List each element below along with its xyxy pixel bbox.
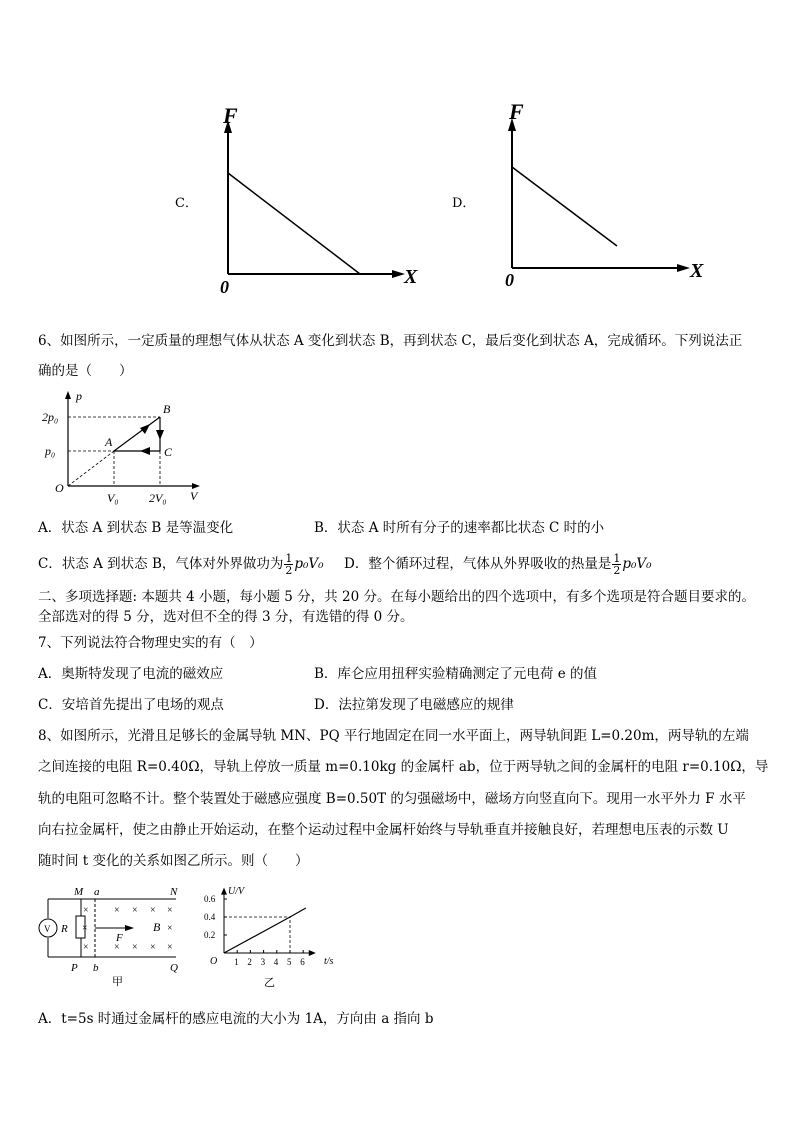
yi-origin: O [210, 956, 218, 967]
q6-option-d [344, 553, 652, 576]
q8-stem-line1: 8、如图所示，光滑且足够长的金属导轨 MN、PQ 平行地固定在同一水平面上，两导轨间距 L=0.20m，两导轨的左端 [38, 728, 749, 744]
q6-option-a: A．状态 A 到状态 B 是等温变化 [38, 520, 234, 536]
label-r: R [61, 923, 68, 935]
q7-option-a: A．奥斯特发现了电流的磁效应 [38, 666, 224, 682]
yi-xtick-label-3: 4 [273, 957, 279, 967]
q6-option-d-text: D．整个循环过程，气体从外界吸收的热量是 [344, 556, 612, 572]
label-v: V [44, 924, 51, 934]
graph-d-x-arrow [677, 264, 690, 272]
graph-c-origin: 0 [220, 277, 229, 297]
pv-path-ab [114, 417, 160, 451]
label-bfield: B [153, 920, 161, 934]
svg-text:×: × [150, 942, 156, 953]
q6-option-c-tail: p₀V₀ [294, 556, 324, 572]
graph-d-label: D． [452, 196, 476, 211]
q8-stem-line2: 之间连接的电阻 R=0.40Ω，导轨上停放一质量 m=0.10kg 的金属杆 ab，位于两导轨之间的金属杆的电阻 r=0.10Ω，导 [38, 759, 769, 775]
q8-stem-line4: 向右拉金属杆，使之由静止开始运动，在整个运动过程中金属杆始终与导轨垂直并接触良好，若理想电压表的示数 U [38, 822, 729, 838]
yi-ytick-label-2: 0.2 [204, 930, 216, 940]
yi-xtick-label-1: 2 [247, 957, 252, 967]
q7-option-d: D．法拉第发现了电磁感应的规律 [314, 697, 514, 713]
graph-d-plot [500, 100, 700, 290]
pv-origin-guide [68, 451, 114, 486]
yi-ylabel: U/V [228, 886, 245, 897]
graph-c-label: C． [175, 196, 198, 211]
svg-text:×: × [132, 942, 138, 953]
yi-series-line [224, 908, 306, 953]
pv-2p0-label: 2p₀ [42, 410, 59, 424]
q7-option-b: B．库仑应用扭秤实验精确测定了元电荷 e 的值 [314, 666, 597, 682]
svg-text:×: × [83, 905, 89, 916]
label-q: Q [170, 962, 178, 974]
q6-option-d-fraction: $\frac{1}{2}$ [613, 552, 621, 577]
q6-stem-line2: 确的是（ ） [38, 363, 133, 379]
graph-d-f-label: F [509, 99, 524, 124]
label-m: M [74, 886, 84, 898]
yi-y-arrow [221, 888, 227, 895]
pv-p-arrow [65, 391, 71, 399]
pv-arrow-ca [140, 447, 150, 455]
yi-xtick-label-2: 3 [260, 957, 266, 967]
pv-p-label: p [76, 389, 82, 403]
svg-text:×: × [114, 905, 120, 916]
q6-stem-line1: 6、如图所示，一定质量的理想气体从状态 A 变化到状态 B，再到状态 C，最后变化到状态 A，完成循环。下列说法正 [38, 333, 743, 349]
q7-stem: 7、下列说法符合物理史实的有（ ） [38, 635, 263, 651]
pv-arrow-ab [140, 424, 150, 434]
caption-jia: 甲 [112, 976, 123, 988]
pv-arrow-bc [156, 430, 164, 440]
q8-figure-yi [198, 882, 348, 992]
svg-text:×: × [83, 942, 89, 953]
svg-text:×: × [167, 923, 173, 934]
graph-d-origin: 0 [505, 270, 514, 290]
pv-v0-label: V₀ [107, 491, 119, 505]
svg-text:×: × [150, 905, 156, 916]
pv-p0-label: p₀ [45, 444, 56, 458]
q8-stem-line3: 轨的电阻可忽略不计。整个装置处于磁感应强度 B=0.50T 的匀强磁场中，磁场方向竖直向下。现用一水平外力 F 水平 [38, 791, 746, 807]
svg-text:×: × [82, 923, 88, 934]
pv-origin-label: O [55, 481, 64, 495]
q6-option-c-text: C．状态 A 到状态 B，气体对外界做功为 [38, 556, 284, 572]
q6-option-c [38, 553, 324, 576]
q7-option-c: C．安培首先提出了电场的观点 [38, 697, 224, 713]
label-p: P [71, 962, 78, 974]
q6-option-d-tail: p₀V₀ [622, 556, 652, 572]
section2-line1: 二、多项选择题: 本题共 4 小题，每小题 5 分，共 20 分。在每小题给出的四个选项中，有多个选项是符合题目要求的。 [38, 589, 755, 605]
q6-option-b: B．状态 A 时所有分子的速率都比状态 C 时的小 [314, 520, 605, 536]
label-b: b [93, 962, 99, 974]
svg-text:×: × [167, 942, 173, 953]
yi-xtick-label-5: 6 [300, 957, 305, 967]
label-a: a [94, 886, 100, 898]
yi-xtick-label-4: 5 [287, 957, 292, 967]
q8-stem-line5: 随时间 t 变化的关系如图乙所示。则（ ） [38, 853, 309, 869]
q8-option-a: A．t=5s 时通过金属杆的感应电流的大小为 1A，方向由 a 指向 b [38, 1011, 434, 1027]
graph-c-f-label: F [223, 103, 238, 128]
svg-text:×: × [132, 905, 138, 916]
yi-xlabel: t/s [324, 956, 334, 967]
svg-text:×: × [167, 905, 173, 916]
pv-point-b: B [163, 402, 171, 416]
pv-2v0-label: 2V₀ [149, 491, 167, 505]
graph-d-x-label: X [690, 260, 704, 282]
graph-c-x-label: X [404, 266, 418, 288]
yi-xtick-label-0: 1 [234, 957, 239, 967]
q8-figure-jia [36, 884, 196, 989]
graph-c-line [228, 173, 360, 274]
graph-c-plot [215, 100, 435, 300]
pv-v-label: V [190, 489, 198, 503]
svg-text:×: × [114, 942, 120, 953]
label-force: F [116, 932, 123, 944]
yi-x-arrow [309, 950, 316, 956]
q6-option-c-fraction: $\frac{1}{2}$ [285, 552, 293, 577]
q6-pv-diagram [38, 388, 208, 508]
yi-ytick-label-0: 0.6 [204, 894, 216, 904]
pv-point-a: A [105, 435, 113, 449]
yi-caption: 乙 [264, 977, 275, 989]
label-n: N [170, 886, 178, 898]
pv-point-c: C [164, 445, 173, 459]
section2-line2: 全部选对的得 5 分，选对但不全的得 3 分，有选错的得 0 分。 [38, 609, 414, 625]
graph-d-line [512, 167, 617, 246]
yi-ytick-label-1: 0.4 [204, 912, 216, 922]
